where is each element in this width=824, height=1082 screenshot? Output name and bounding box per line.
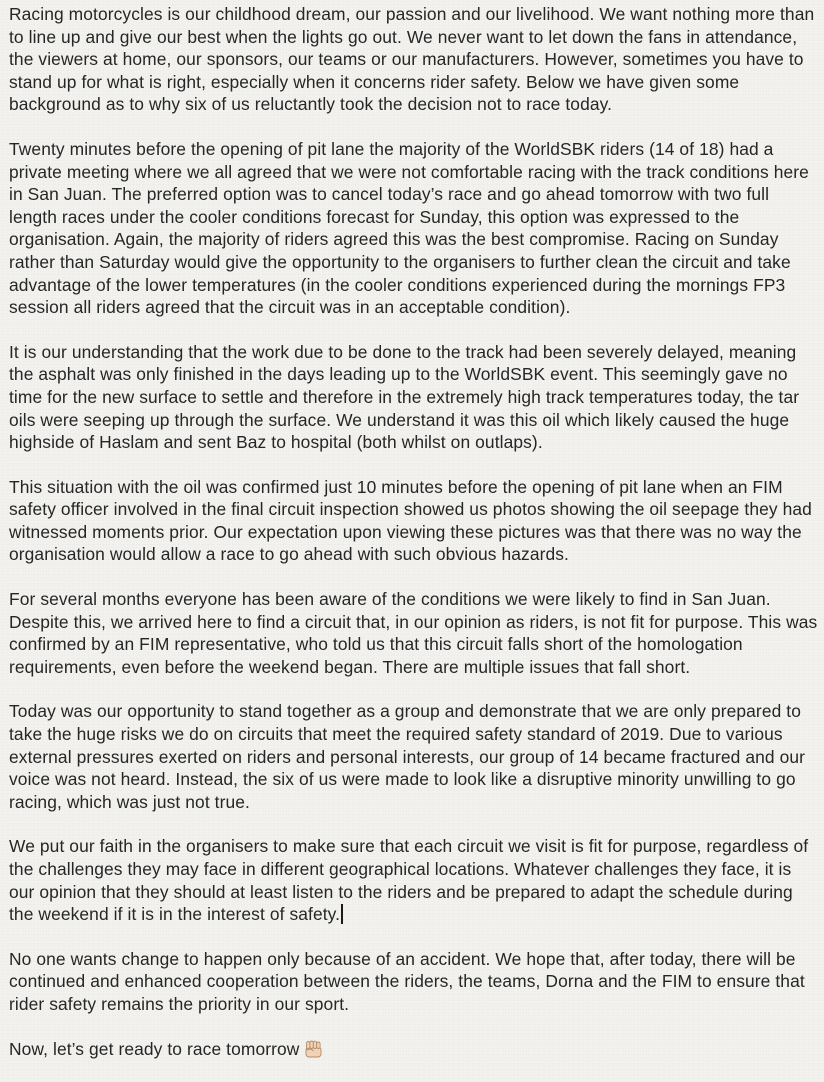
text-cursor <box>341 904 343 924</box>
paragraph-faith-text: We put our faith in the organisers to make sure that each circuit we visit is fit for purpose, regardless of the challenges they may face in different geographical locations. Whatever challenges they face, it is our opinion that they should at least listen to the riders and be prepared to adapt the schedule during the weekend if it is in the interest of safety. <box>9 836 809 925</box>
paragraph-faith-in-organisers <box>9 835 821 925</box>
document-body[interactable] <box>9 3 821 1082</box>
paragraph-track-work: It is our understanding that the work due to be done to the track had been severely delayed, meaning the asphalt was only finished in the days leading up to the WorldSBK event. This seemingly gave no time for the new surface to settle and therefore in the extremely high track temperatures today, the tar oils were seeping up through the surface. We understand it was this oil which likely caused the huge highside of Haslam and sent Baz to hospital (both whilst on outlaps). <box>9 341 800 453</box>
paragraph-cooperation: No one wants change to happen only because of an accident. We hope that, after today, there will be continued and enhanced cooperation between the riders, the teams, Dorna and the FIM to ensure that rider safety remains the priority in our sport. <box>9 948 805 1014</box>
paragraph-opportunity: Today was our opportunity to stand together as a group and demonstrate that we are only prepared to take the huge risks we do on circuits that meet the required safety standard of 2019. Due to various external pressures exerted on riders and personal interests, our group of 14 became fractured and our voice was not heard. Instead, the six of us were made to look like a disruptive minority unwilling to go racing, which was just not true. <box>9 701 806 812</box>
paragraph-intro: Racing motorcycles is our childhood dream, our passion and our livelihood. We want nothing more than to line up and give our best when the lights go out. We never want to let down the fans in attendance, the viewers at home, our sponsors, our teams or our manufacturers. However, sometimes you have to stand up for what is right, especially when it concerns rider safety. Below we have given some background as to why six of us reluctantly took the decision not to race today. <box>9 4 815 115</box>
closing-text: Now, let’s get ready to race tomorrow <box>9 1038 300 1059</box>
paragraph-rider-meeting: Twenty minutes before the opening of pit lane the majority of the WorldSBK riders (14 of 18) had a private meeting where we all agreed that we were not comfortable racing with the track conditions here in San Juan. The preferred option was to cancel today’s race and go ahead tomorrow with two full length races under the cooler conditions forecast for Sunday, this option was expressed to the organisation. Again, the majority of riders agreed this was the best compromise. Racing on Sunday rather than Saturday would give the opportunity to the organisers to further clean the circuit and take advantage of the lower temperatures (in the cooler conditions experienced during the mornings FP3 session all riders agreed that the circuit was in an acceptable condition). <box>9 138 809 318</box>
raised-fist-icon <box>303 1039 324 1059</box>
paragraph-circuit-condition: For several months everyone has been aware of the conditions we were likely to find in San Juan. Despite this, we arrived here to find a circuit that, in our opinion as riders, is not fit for purpose. This was confirmed by an FIM representative, who told us that this circuit falls short of the homologation requirements, even before the weekend began. There are multiple issues that fall short. <box>9 589 818 677</box>
paragraph-closing <box>9 1038 821 1061</box>
paragraph-oil-confirmation: This situation with the oil was confirmed just 10 minutes before the opening of pit lane when an FIM safety officer involved in the final circuit inspection showed us photos showing the oil seepage they had witnessed moments prior. Our expectation upon viewing these pictures was that there was no way the organisation would allow a race to go ahead with such obvious hazards. <box>9 476 812 565</box>
